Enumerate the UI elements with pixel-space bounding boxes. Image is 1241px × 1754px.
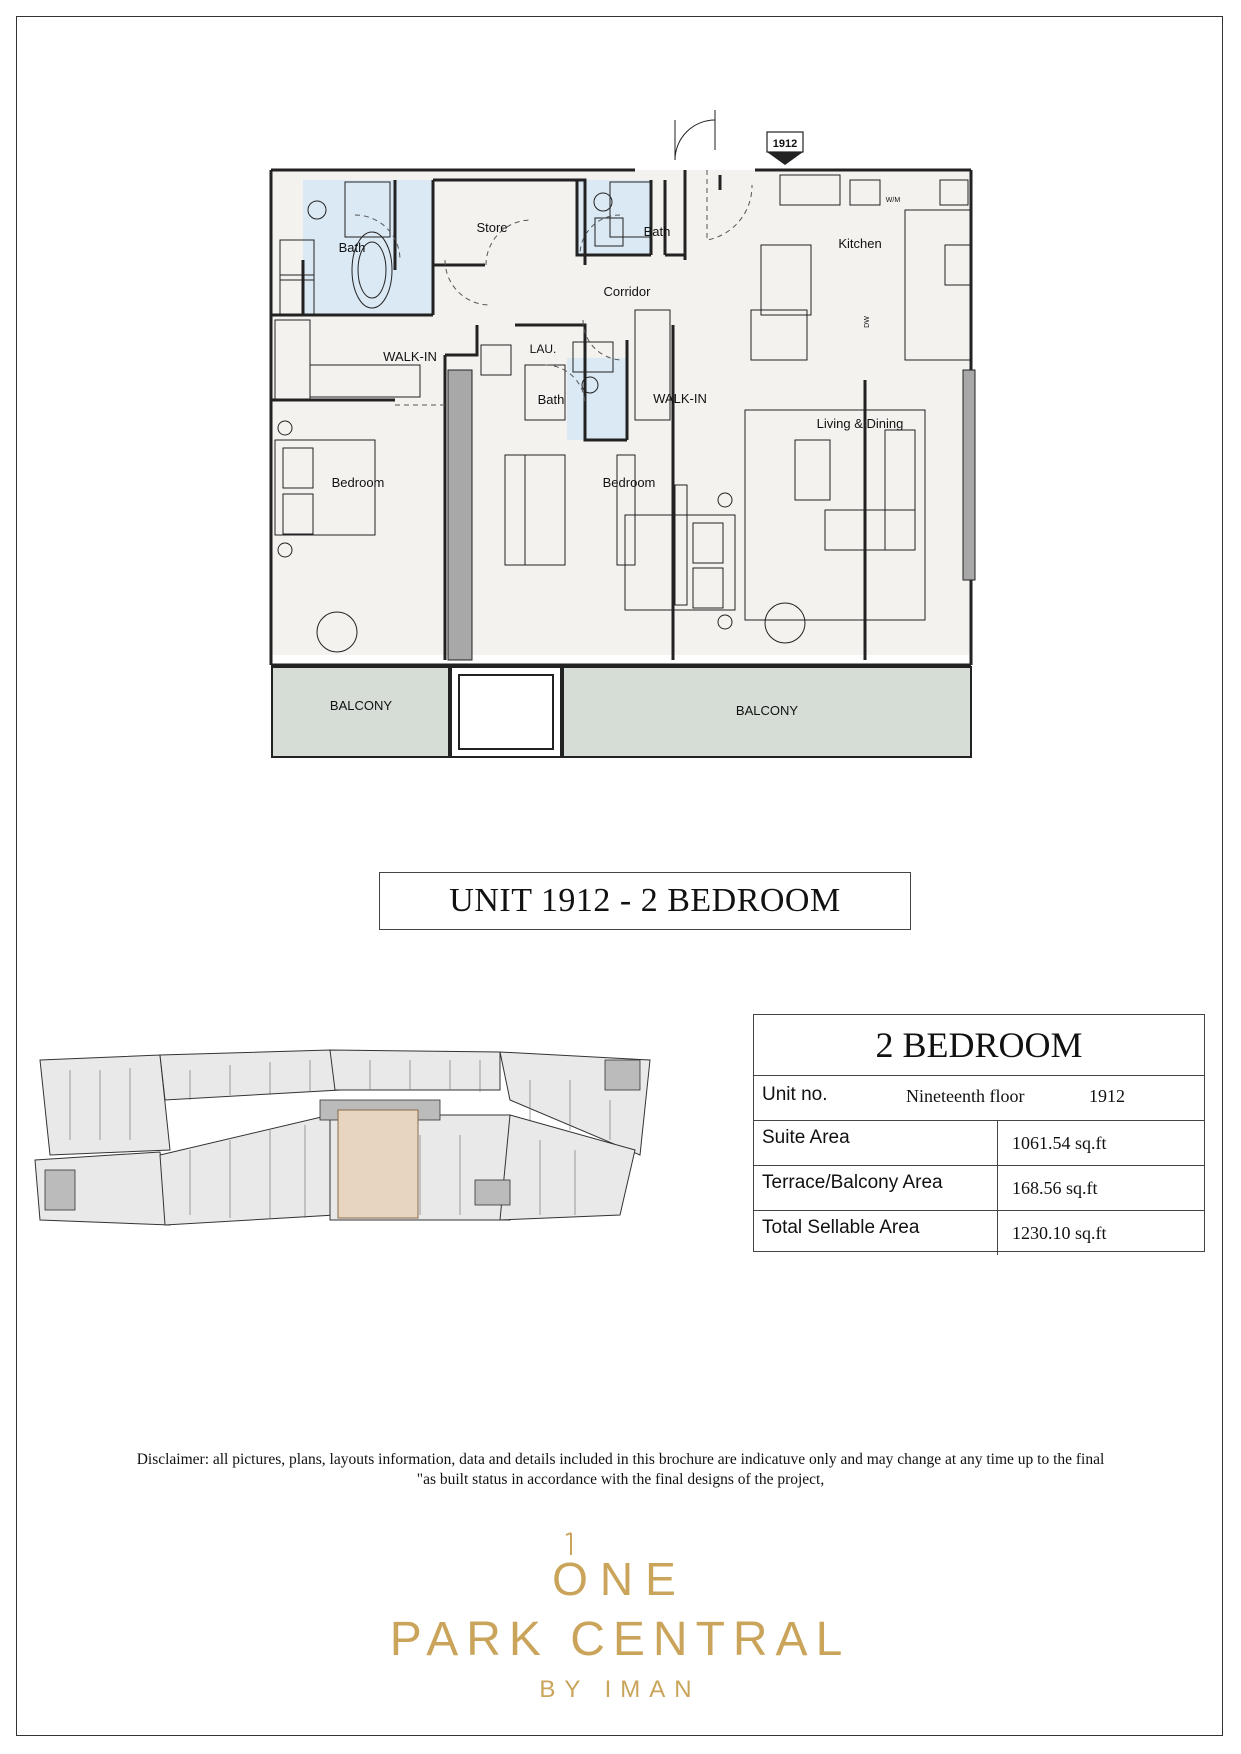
disclaimer-line-1: Disclaimer: all pictures, plans, layouts information, data and details included in this brochure are indicatuve only and may change at any time up to the final [136,1451,1105,1468]
label-bath-2: Bath [643,224,671,239]
row-value: 168.56 sq.ft [1012,1178,1098,1198]
info-heading: 2 BEDROOM [754,1015,1204,1076]
balcony-area-row [754,1166,1204,1211]
unit-number: 1912 [1089,1086,1125,1106]
logo-line-2: PARK CENTRAL [389,1613,851,1666]
floor-value: Nineteenth floor [906,1086,1025,1106]
row-label: Total Sellable Area [762,1217,920,1238]
unit-tag: 1912 [772,138,798,150]
disclaimer-line-2: "as built status in accordance with the final designs of the project, [416,1471,825,1488]
row-value: 1061.54 sq.ft [1012,1133,1107,1153]
key-plan [30,1040,730,1230]
label-walkin-2: WALK-IN [653,391,707,406]
shaft-inner [459,675,553,749]
label-balcony-1: BALCONY [329,698,393,713]
bath-3-tile [567,358,627,440]
key-plan-highlight [338,1110,418,1218]
label-store: Store [476,220,508,235]
label-bath-master: Bath [338,240,366,255]
unit-info-table [753,1014,1205,1252]
row-value: 1230.10 sq.ft [1012,1223,1107,1243]
master-bath-tile [303,180,433,315]
label-lau: LAU. [529,342,557,356]
label-bedroom-1: Bedroom [331,475,385,490]
row-label: Suite Area [762,1127,850,1148]
label-bath-3: Bath [537,392,565,407]
unit-label: Unit no. [762,1084,828,1105]
logo-line-3: BY IMAN [539,1676,701,1703]
row-label: Terrace/Balcony Area [762,1172,943,1193]
label-bedroom-2: Bedroom [602,475,656,490]
total-area-row [754,1211,1204,1255]
label-walkin-1: WALK-IN [383,349,437,364]
unit-row [754,1076,1204,1121]
label-corridor: Corridor [603,284,651,299]
floor-plan [255,110,985,770]
suite-area-row [754,1121,1204,1166]
unit-title: UNIT 1912 - 2 BEDROOM [379,872,911,930]
label-wm: W/M [885,197,901,204]
label-kitchen: Kitchen [838,236,882,251]
label-balcony-2: BALCONY [735,703,799,718]
disclaimer [60,1450,1181,1490]
brand-logo [370,1530,870,1710]
label-living-dining: Living & Dining [816,416,904,431]
logo-line-1: ONE [552,1553,688,1605]
label-dw: DW [864,316,871,328]
